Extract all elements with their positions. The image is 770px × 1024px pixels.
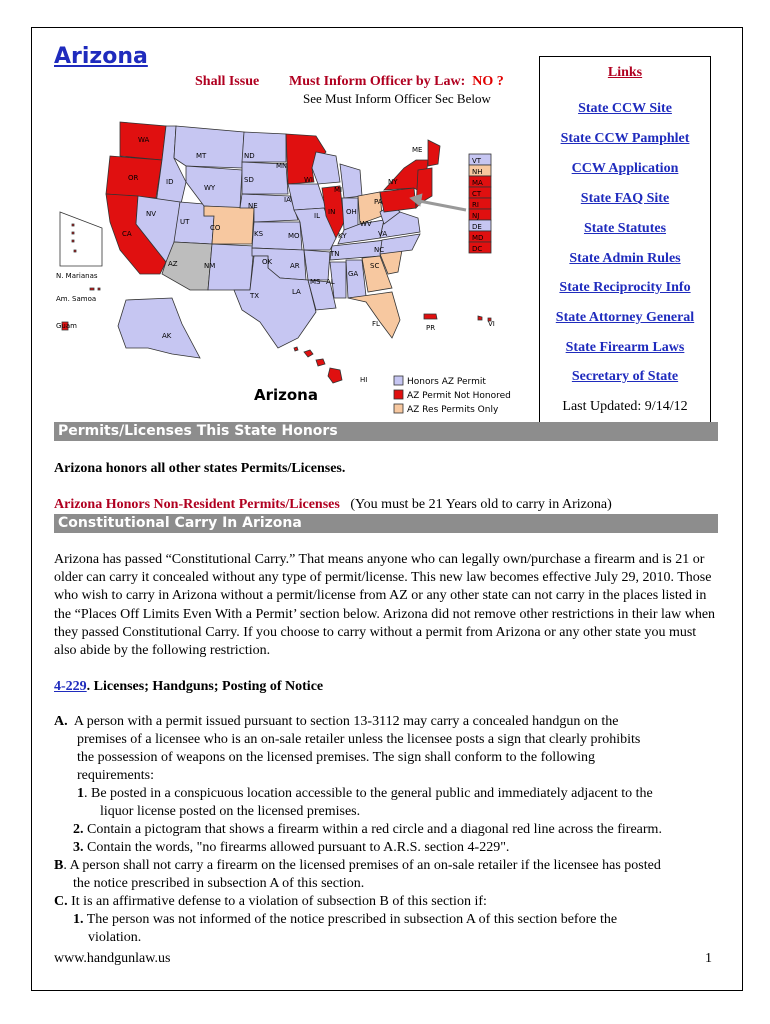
label-MI: MI — [334, 186, 343, 194]
link-secretary-of-state[interactable]: Secretary of State — [571, 369, 679, 384]
item-B-line1 — [54, 857, 661, 875]
ne-list-DC: DC — [472, 245, 483, 253]
label-LA: LA — [292, 288, 301, 296]
label-KS: KS — [254, 230, 264, 238]
label-OK: OK — [262, 258, 273, 266]
page-number: 1 — [705, 951, 712, 966]
link-ccw-application[interactable]: CCW Application — [571, 161, 679, 176]
item-A-line3: the possession of weapons on the licensed premises. The sign shall conform to the following — [77, 750, 596, 765]
label-AL: AL — [326, 278, 335, 286]
label-GA: GA — [348, 270, 359, 278]
ne-list-NJ: NJ — [472, 212, 480, 220]
territory-samoa: Am. Samoa — [56, 295, 97, 303]
label-IL: IL — [314, 212, 320, 220]
label-ND: ND — [244, 152, 255, 160]
age-requirement: (You must be 21 Years old to carry in Arizona) — [350, 497, 612, 512]
label-OH: OH — [346, 208, 357, 216]
state-PA — [380, 188, 416, 212]
statute-link[interactable]: 4-229 — [54, 679, 87, 694]
ne-list-VT: VT — [472, 157, 482, 165]
label-WY: WY — [204, 184, 216, 192]
vi-shape — [478, 316, 482, 320]
section-bar-permits — [54, 422, 718, 441]
label-AR: AR — [290, 262, 300, 270]
state-MI — [340, 164, 362, 198]
pr-shape — [424, 314, 437, 319]
link-state-ccw-pamphlet[interactable]: State CCW Pamphlet — [560, 131, 690, 146]
page-title[interactable]: Arizona — [54, 44, 148, 69]
label-IA: IA — [284, 196, 291, 204]
territory-guam: Guam — [56, 322, 77, 330]
state-AR — [304, 250, 330, 280]
section-heading-permits: Permits/Licenses This State Honors — [58, 423, 338, 439]
ne-list-DE: DE — [472, 223, 482, 231]
label-NC: NC — [374, 246, 385, 254]
item-C-text: It is an affirmative defense to a violation of subsection B of this section if: — [67, 894, 487, 909]
label-MT: MT — [196, 152, 207, 160]
item-A-label: A. — [54, 714, 68, 729]
samoa-shape — [90, 288, 94, 290]
item-1-line1 — [77, 785, 653, 803]
samoa-shape-2 — [98, 288, 100, 290]
label-ID: ID — [166, 178, 174, 186]
item-C-label: C. — [54, 894, 68, 909]
state-IA — [288, 184, 326, 210]
must-inform-label — [289, 74, 504, 90]
section-heading-constitutional: Constitutional Carry In Arizona — [58, 515, 302, 531]
item-1-text1: . Be posted in a conspicuous location accessible to the general public and immediately adjacent to the — [84, 786, 653, 801]
legend-honors: Honors AZ Permit — [407, 377, 486, 387]
label-SC: SC — [370, 262, 380, 270]
reciprocity-map — [54, 112, 534, 427]
non-resident-line — [54, 496, 612, 514]
mariana-dot-4 — [74, 250, 76, 252]
item-C1-line2: violation. — [88, 930, 142, 945]
non-resident-label: Arizona Honors Non-Resident Permits/Licenses — [54, 497, 340, 512]
item-C1-label: 1. — [73, 912, 84, 927]
item-C — [54, 893, 487, 911]
link-state-ccw-site[interactable]: State CCW Site — [578, 101, 672, 116]
last-updated: Last Updated: 9/14/12 — [562, 399, 688, 414]
ne-list-MD: MD — [472, 234, 484, 242]
label-OR: OR — [128, 174, 139, 182]
label-AZ: AZ — [168, 260, 178, 268]
link-state-admin-rules[interactable]: State Admin Rules — [569, 251, 681, 266]
state-MT — [174, 126, 244, 168]
label-ME: ME — [412, 146, 423, 154]
item-3-text: Contain the words, "no firearms allowed pursuant to A.R.S. section 4-229". — [83, 840, 510, 855]
must-inform-text: Must Inform Officer by Law: — [289, 74, 466, 89]
label-VA: VA — [378, 230, 388, 238]
item-C1-line1 — [73, 911, 617, 929]
link-state-faq-site[interactable]: State FAQ Site — [580, 191, 670, 206]
link-state-attorney-general[interactable]: State Attorney General — [555, 310, 695, 325]
link-state-firearm-laws[interactable]: State Firearm Laws — [565, 340, 685, 355]
label-PR: PR — [426, 324, 436, 332]
footer-website[interactable]: www.handgunlaw.us — [54, 951, 171, 966]
ne-list-CT: CT — [472, 190, 482, 198]
ne-list-MA: MA — [472, 179, 483, 187]
legend-res-only: AZ Res Permits Only — [407, 405, 499, 415]
state-HI-3 — [328, 368, 342, 383]
label-UT: UT — [180, 218, 190, 226]
mariana-dot-2 — [72, 232, 74, 234]
item-3-label: 3. — [73, 840, 84, 855]
label-SD: SD — [244, 176, 254, 184]
label-VI: VI — [488, 320, 495, 328]
constitutional-carry-paragraph: Arizona has passed “Constitutional Carry.” That means anyone who can legally own/purchase a firearm and is 21 or older can carry it concealed without any type of permit/license. This new law becomes effective July 29, 2010. Those who wish to carry in Arizona without a permit/license from AZ or any other state can not carry in the places listed in the “Places Off Limits Even With a Permit’ section below. Arizona did not remove other restrictions in their law when they passed Constitutional Carry. If you choose to carry without a permit from Arizona or any other state you must also abide by the following restriction. — [54, 552, 716, 659]
legend-swatch-res-only — [394, 404, 403, 413]
legend-not-honored: AZ Permit Not Honored — [407, 391, 511, 401]
map-title: Arizona — [254, 386, 318, 404]
item-2-label: 2. — [73, 822, 84, 837]
item-1-line2: liquor license posted on the licensed premises. — [100, 804, 361, 819]
item-B-text1: . A person shall not carry a firearm on the licensed premises of an on-sale retailer if the licensee has posted — [63, 858, 661, 873]
label-MN: MN — [276, 162, 288, 170]
links-heading: Links — [607, 65, 643, 80]
state-HI-2 — [316, 359, 325, 366]
label-NM: NM — [204, 262, 216, 270]
label-WI: WI — [304, 176, 313, 184]
item-A-line4: requirements: — [77, 768, 154, 783]
territory-bracket — [60, 212, 102, 266]
item-C1-text1: The person was not informed of the notice prescribed in subsection A of this section before the — [83, 912, 618, 927]
mariana-dot-1 — [72, 224, 74, 226]
label-NE: NE — [248, 202, 258, 210]
state-AK — [118, 298, 200, 358]
label-HI: HI — [360, 376, 368, 384]
state-FL — [348, 292, 400, 338]
label-AK: AK — [162, 332, 172, 340]
must-inform-note: See Must Inform Officer Sec Below — [303, 91, 491, 106]
links-panel — [539, 56, 711, 423]
statute-title: . Licenses; Handguns; Posting of Notice — [86, 679, 324, 694]
label-IN: IN — [328, 208, 336, 216]
item-2-text: Contain a pictogram that shows a firearm within a red circle and a diagonal red line across the firearm. — [83, 822, 662, 837]
label-NY: NY — [388, 178, 398, 186]
state-HI-1 — [304, 350, 313, 357]
label-CA: CA — [122, 230, 132, 238]
label-TN: TN — [330, 250, 340, 258]
honors-all-statement: Arizona honors all other states Permits/Licenses. — [54, 461, 346, 476]
legend-swatch-honors — [394, 376, 403, 385]
statute-heading — [54, 678, 323, 696]
item-2 — [73, 821, 662, 839]
ne-list-RI: RI — [472, 201, 479, 209]
label-MO: MO — [288, 232, 300, 240]
label-KY: KY — [338, 232, 347, 240]
item-1-label: 1 — [77, 786, 84, 801]
section-bar-constitutional — [54, 514, 718, 533]
us-map-svg — [54, 112, 534, 427]
label-MS: MS — [310, 278, 321, 286]
item-A-line1 — [54, 713, 618, 731]
item-A-line2: premises of a licensee who is an on-sale retailer unless the licensee posts a sign that clearly prohibits — [77, 732, 641, 747]
label-TX: TX — [250, 292, 260, 300]
state-HI-4 — [294, 347, 298, 351]
state-WI — [312, 152, 340, 184]
label-NV: NV — [146, 210, 157, 218]
legend-swatch-not-honored — [394, 390, 403, 399]
item-B-label: B — [54, 858, 64, 873]
item-A-text1: A person with a permit issued pursuant to section 13-3112 may carry a concealed handgun on the — [73, 714, 619, 729]
ne-list-NH: NH — [472, 168, 483, 176]
item-B-line2: the notice prescribed in subsection A of this section. — [73, 876, 365, 891]
mariana-dot-3 — [72, 240, 74, 242]
label-CO: CO — [210, 224, 221, 232]
label-WA: WA — [138, 136, 150, 144]
item-3 — [73, 839, 509, 857]
label-PA: PA — [374, 198, 383, 206]
must-inform-value: NO ? — [472, 74, 504, 89]
label-FL: FL — [372, 320, 380, 328]
link-state-reciprocity-info[interactable]: State Reciprocity Info — [559, 280, 691, 295]
ne-arrow — [414, 200, 466, 210]
shall-issue-label: Shall Issue — [195, 74, 260, 89]
state-ME — [428, 140, 440, 166]
territory-marianas: N. Marianas — [56, 272, 98, 280]
label-WV: WV — [360, 220, 372, 228]
link-state-statutes[interactable]: State Statutes — [583, 221, 667, 236]
